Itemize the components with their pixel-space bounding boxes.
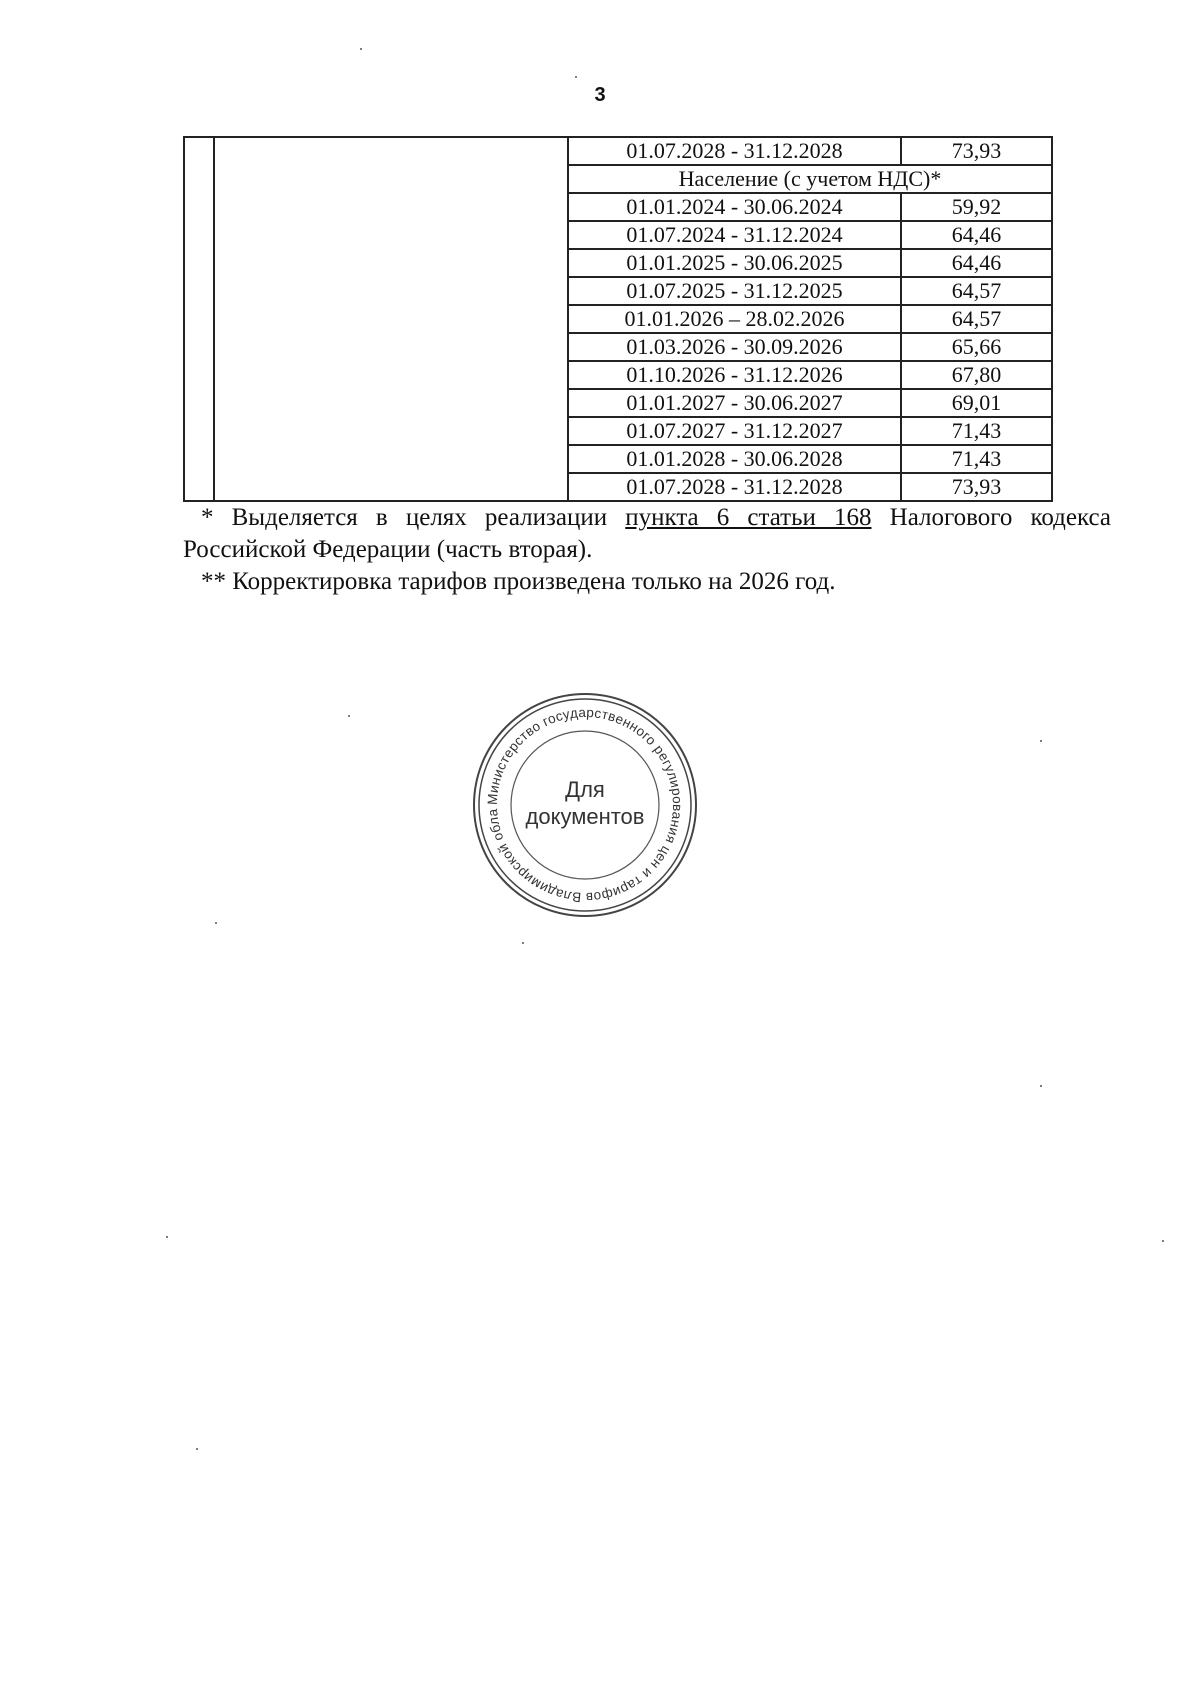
period-cell: 01.07.2024 - 31.12.2024 (568, 221, 901, 249)
value-cell: 69,01 (901, 389, 1052, 417)
footnote-correction: ** Корректировка тарифов произведена только на 2026 год. (201, 568, 836, 595)
value-cell: 64,46 (901, 249, 1052, 277)
stamp-center-text (470, 776, 700, 830)
period-cell: 01.01.2025 - 30.06.2025 (568, 249, 901, 277)
footnote-vat-prefix: * Выделяется в целях реализации (201, 504, 626, 531)
period-cell: 01.01.2026 – 28.02.2026 (568, 305, 901, 333)
value-cell: 71,43 (901, 417, 1052, 445)
stamp-ring-text: Министерство государственного регулирования цен и тарифов Владимирской обла (484, 704, 686, 906)
period-cell: 01.01.2024 - 30.06.2024 (568, 193, 901, 221)
page-number: 3 (594, 84, 606, 106)
scan-speck (348, 715, 350, 717)
section-title-cell: Население (с учетом НДС)* (568, 165, 1052, 193)
period-cell: 01.07.2025 - 31.12.2025 (568, 277, 901, 305)
footnotes (183, 502, 1111, 598)
value-cell: 59,92 (901, 193, 1052, 221)
period-cell: 01.01.2028 - 30.06.2028 (568, 445, 901, 473)
scan-speck (575, 76, 577, 78)
value-cell: 64,46 (901, 221, 1052, 249)
value-cell: 73,93 (901, 473, 1052, 501)
value-cell: 64,57 (901, 277, 1052, 305)
period-cell: 01.07.2028 - 31.12.2028 (568, 137, 901, 165)
scan-speck (196, 1448, 198, 1450)
scan-speck (522, 942, 524, 944)
period-cell: 01.03.2026 - 30.09.2026 (568, 333, 901, 361)
merged-name-cell (214, 137, 568, 501)
footnote-vat (183, 502, 1111, 566)
period-cell: 01.07.2027 - 31.12.2027 (568, 417, 901, 445)
scan-speck (215, 922, 217, 924)
scan-speck (1162, 1240, 1164, 1242)
table-row (184, 137, 1052, 165)
merged-index-cell (184, 137, 214, 501)
value-cell: 65,66 (901, 333, 1052, 361)
scan-speck (360, 48, 362, 50)
value-cell: 73,93 (901, 137, 1052, 165)
scan-speck (1040, 740, 1042, 742)
footnote-vat-suffix: Налогового кодекса Российской Федерации (часть вторая). (183, 504, 1111, 563)
period-cell: 01.07.2028 - 31.12.2028 (568, 473, 901, 501)
tariff-table (183, 136, 1053, 502)
official-stamp (470, 690, 700, 920)
period-cell: 01.01.2027 - 30.06.2027 (568, 389, 901, 417)
scan-speck (1040, 1085, 1042, 1087)
value-cell: 64,57 (901, 305, 1052, 333)
value-cell: 67,80 (901, 361, 1052, 389)
scan-speck (166, 1236, 168, 1238)
tax-code-link[interactable]: пункта 6 статьи 168 (625, 504, 872, 531)
stamp-center-line1: Для (565, 777, 605, 802)
stamp-center-line2: документов (525, 804, 645, 829)
value-cell: 71,43 (901, 445, 1052, 473)
period-cell: 01.10.2026 - 31.12.2026 (568, 361, 901, 389)
